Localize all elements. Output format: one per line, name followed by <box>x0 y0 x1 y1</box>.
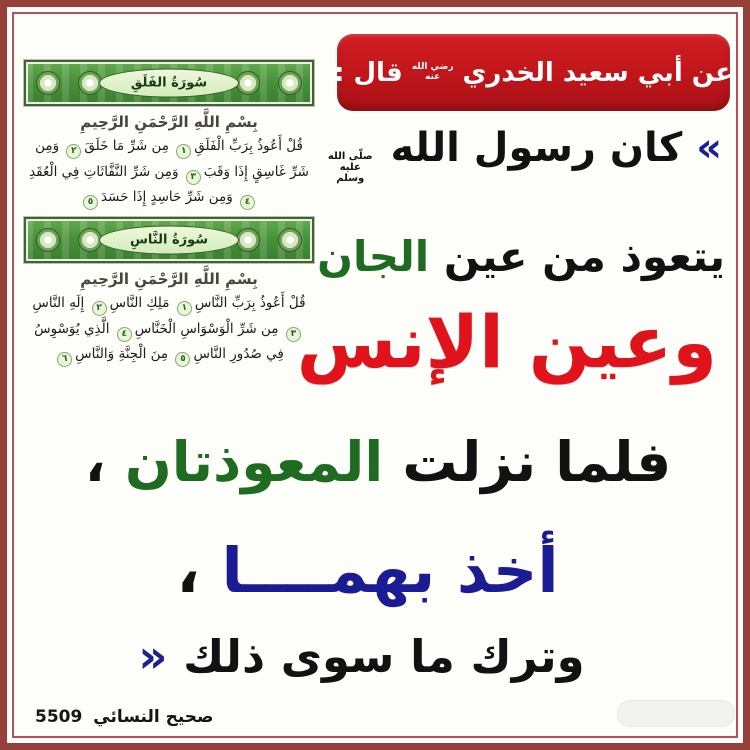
hadith-line-3: وعين الإنس <box>296 300 717 384</box>
basmala-text: بِسْمِ اللَّهِ الرَّحْمَنِ الرَّحِيمِ <box>80 270 258 288</box>
hadith-line2-green-word: الجان <box>317 232 430 281</box>
rosette-icon <box>278 71 302 95</box>
hadith-line4-green-word: المعوذتان <box>124 430 384 494</box>
verse-number-badge: ٦ <box>57 352 72 367</box>
verse-number-badge: ١ <box>177 301 192 316</box>
faded-watermark <box>617 700 735 727</box>
source-number: 5509 <box>35 707 83 727</box>
verse-text: إِلَهِ النَّاسِ <box>32 295 85 311</box>
hadith-line1-text: كان رسول الله <box>390 125 683 171</box>
surah-falaq-title: سُورَةُ الفَلَقِ <box>99 69 239 98</box>
honorific-line: وسلم <box>336 173 365 185</box>
hadith-line-5 <box>87 535 648 606</box>
verse-text: مِن شَرِّ الْوَسْوَاسِ الْخَنَّاسِ <box>134 320 279 337</box>
verse-text: وَمِن شَرِّ غَاسِقٍ إِذَا وَقَبَ <box>35 138 309 180</box>
verse-text: مِنَ الْجِنَّةِ وَالنَّاسِ <box>75 346 169 363</box>
verse-number-badge: ٢ <box>66 144 81 159</box>
hadith-line5-blue-text: أخذ بهمــــا <box>221 534 559 607</box>
verse-text: قُلْ أَعُوذُ بِرَبِّ النَّاسِ <box>194 295 306 311</box>
verse-number-badge: ٥ <box>175 352 190 367</box>
hadith-line-4 <box>33 431 723 494</box>
surah-nas-header-band <box>24 217 314 263</box>
hadith-line2-black-text: يتعوذ من عين <box>443 232 725 281</box>
verse-number-badge: ٥ <box>83 195 98 210</box>
verse-text: وَمِن شَرِّ حَاسِدٍ إِذَا حَسَدَ <box>100 189 233 206</box>
honorific-line: رضي الله <box>411 61 454 72</box>
verse-number-badge: ٤ <box>117 327 132 342</box>
verse-number-badge: ٣ <box>286 327 301 342</box>
sallallahu-alayhi-wasallam-honorific <box>328 151 373 185</box>
narrator-badge <box>334 34 733 111</box>
hadith-line-1 <box>325 125 725 185</box>
rosette-icon <box>236 71 260 95</box>
quote-open-mark: » <box>696 125 723 171</box>
narrator-text: عن أبي سعيد الخدري <box>462 57 733 88</box>
surah-falaq-verses <box>24 134 314 211</box>
surah-falaq-header-band <box>24 60 314 106</box>
narrator-said-text: قال : <box>334 57 403 88</box>
surah-falaq-panel <box>24 60 314 211</box>
rosette-icon <box>278 228 302 252</box>
honorific-line: عنه <box>425 71 441 82</box>
surah-nas-verses <box>24 291 314 368</box>
rosette-icon <box>36 71 60 95</box>
verse-text: وَمِن شَرِّ النَّفَّاثَاتِ فِي الْعُقَدِ <box>29 163 179 180</box>
hadith-line-2 <box>317 232 725 281</box>
surah-nas-panel <box>24 217 314 368</box>
honorific-line: صلّى الله <box>327 151 373 162</box>
comma-mark: ، <box>84 430 106 494</box>
honorific-line: عليه <box>339 162 361 174</box>
source-label: صحيح النسائي <box>93 707 214 727</box>
quote-close-mark: « <box>138 630 168 683</box>
rosette-icon <box>236 228 260 252</box>
verse-number-badge: ٤ <box>240 195 255 210</box>
verse-number-badge: ٢ <box>92 301 107 316</box>
rosette-icon <box>36 228 60 252</box>
surah-nas-title: سُورَةُ النَّاسِ <box>99 226 239 255</box>
verse-text: الَّذِي يُوَسْوِسُ فِي صُدُورِ النَّاسِ <box>34 320 284 363</box>
comma-mark: ، <box>176 534 200 607</box>
hadith-line4-black-text: فلما نزلت <box>402 430 672 494</box>
verse-text: مِن شَرِّ مَا خَلَقَ <box>84 138 169 154</box>
radiallahu-anhu-honorific <box>412 63 454 83</box>
verse-text: قُلْ أَعُوذُ بِرَبِّ الْفَلَقِ <box>194 138 303 154</box>
verse-number-badge: ٣ <box>186 170 201 185</box>
verse-text: مَلِكِ النَّاسِ <box>109 295 170 311</box>
basmala-text: بِسْمِ اللَّهِ الرَّحْمَنِ الرَّحِيمِ <box>80 113 258 131</box>
hadith-source-reference <box>35 707 213 727</box>
hadith-line6-black-text: وترك ما سوى ذلك <box>183 630 585 683</box>
verse-number-badge: ١ <box>176 144 191 159</box>
hadith-line-6 <box>35 631 688 683</box>
